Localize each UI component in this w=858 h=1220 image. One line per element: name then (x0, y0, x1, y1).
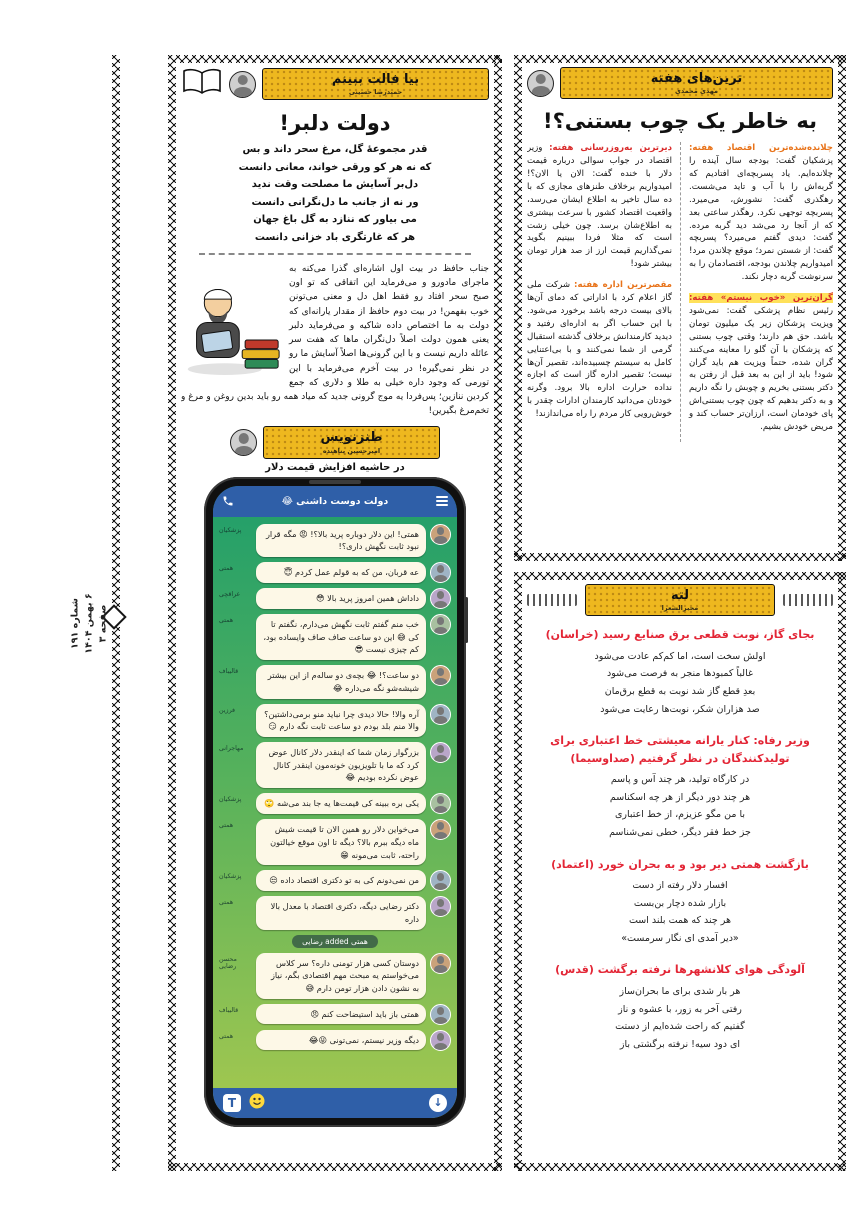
tanz-banner (263, 426, 440, 458)
avatar (430, 742, 451, 763)
sender-name: مهاجرانی (219, 744, 244, 752)
chat-bubble: عه قربان، من که به قولم عمل کردم 😇 (256, 562, 426, 583)
poem-line: قدر مجموعهٔ گل، مرغ سحر داند و بس (242, 144, 428, 155)
chat-message (219, 524, 451, 557)
poem-item (527, 732, 833, 841)
chat-message (219, 870, 451, 891)
chat-bubble: خب منم گفتم ثابت نگهش می‌دارم، نگفتم تا کی 😅 این دو ساعت صاف صاف وایساده بود، کم چیزی نیست 😎 (256, 614, 426, 660)
chat-message (219, 704, 451, 737)
chat-message (219, 953, 451, 999)
page-number: صفحه ۳ (97, 604, 109, 643)
fal-banner (262, 68, 489, 100)
chat-message (219, 562, 451, 583)
tanz-header (230, 426, 440, 458)
chat-message (219, 1030, 451, 1051)
sender-name: عراقچی (219, 591, 241, 599)
avatar (430, 1004, 451, 1025)
section-body: شرکت ملی گاز اعلام کرد با اداراتی که دمای آن‌ها بالای بیست درجه باشد برخورد می‌شود. با این حساب اگر به اداره‌ای رفتید و دیدید کارمندانش برخلاف گذشته استقبال گرمی از شما نمی‌کنند و با بی‌اعتنایی کامل به سیستم چسبیده‌اند، تقصیر آن‌ها نیست؛ تقصیر اداره گاز است که اجازه نداده حرارت اداره بالا برود. وگرنه خودتان می‌دانید کارمندان ادارات چقدر با خوش‌رویی کار مردم را راه می‌اندازند! (527, 280, 672, 420)
poem-line: دل‌بر آسایش ما مصلحت وقت ندید (251, 179, 419, 190)
sender-name: قالیباف (219, 668, 239, 676)
chat-message (219, 1004, 451, 1025)
fal-banner-author: حمیدرضا حسینی (348, 88, 403, 97)
article-body-text: جناب حافظ در بیت اول اشاره‌ای گذرا می‌کنه به ماجرای مادورو و می‌فرماید این اتفاقی که تو اون صبح سحر افتاد رو فقط اهل دل و معنی می‌تونن خوب بفهمن! در بیت دوم حافظ از مقدار یارانه‌ای که دولت به ما اختصاص داده شاکیه و می‌فرماید دلبر یعنی همون دولت اصلاً دل‌نگران ماها که هفت سر عائله داریم نیست و با این گرونی‌ها اصلاً آسایش ما رو در نظر نمی‌گیره! در بیت آخرم می‌فرماید با این تورمی که وجود داره خیلی به طلا و دلاری که جمع کردین ننازین؛ پس‌فردا یه موج گرونی جدید که میاد همه رو باید بدین روغن و مرغ و تخم‌مرغ بگیرین! (181, 264, 489, 417)
chat-bubble: دکتر رضایی دیگه، دکتری اقتصاد با معدل بالا داره (256, 896, 426, 929)
sender-name: همتی (219, 565, 234, 573)
avatar (430, 524, 451, 545)
sender-name: فرزین (219, 706, 236, 714)
latte-banner-title: لته (670, 588, 690, 603)
tarin-body (527, 142, 833, 442)
phone-screen (213, 486, 457, 1118)
chat-bubble: داداش همین امروز پرید بالا 😳 (256, 588, 426, 609)
poem-line: جز خط فقر دیگر، خطی نمی‌شناسم (609, 826, 751, 838)
poem-line: غالباً کمبودها منجر به فرصت می‌شود (607, 668, 753, 680)
avatar (430, 588, 451, 609)
tarin-header (527, 67, 833, 99)
poem-line: اولش سخت است، اما کم‌کم عادت می‌شود (594, 650, 766, 662)
chat-message (219, 793, 451, 814)
poem-line: در کارگاه تولید، هر چند آس و پاسم (610, 774, 750, 786)
section-body: رئیس نظام پزشکی گفت: نمی‌شود ویزیت پزشکان زیر یک میلیون تومان باشد. حق هم دارند؛ وقتی چوب بستنی که پزشکان با آن گلو را معاینه می‌کنند گران شده، حتماً ویزیت هم باید گران شود! باید از این به بعد قبل از رفتن به دکتر بستنی بخریم و چوبش را نگه داریم و به دکتر بدهیم که چون چوب بستنی‌اش پای خودمان است، ارزان‌تر حساب کند و مریض خودش بشیم. (689, 305, 833, 432)
poem-line: که نه هر کو ورقی خواند، معانی دانست (238, 161, 432, 173)
poem-item (527, 961, 833, 1053)
sender-name: پزشکیان (219, 526, 242, 534)
avatar (430, 665, 451, 686)
columnist-photo (229, 71, 256, 98)
chat-bubble: همتی باز باید استیضاحت کنم 😠 (256, 1004, 426, 1025)
poem-line: ای دود سیه! نرفته برگشتی باز (619, 1038, 741, 1050)
poem-headline: آلودگی هوای کلانشهرها نرفته برگشت (قدس) (555, 963, 805, 977)
chat-bubble: دیگه وزیر نیستم، نمی‌تونی 😜😂 (256, 1030, 426, 1051)
telegram-icon: T (223, 1094, 241, 1112)
tarin-subcolumn-right (680, 142, 833, 442)
ornament-right (527, 594, 577, 606)
section-lead: دیرترین به‌روزرسانی هفته: (549, 143, 672, 154)
chat-bubble: همتی! این دلار دوباره پرید بالا؟! 😡 مگه قرار نبود ثابت نگهش داری؟! (256, 524, 426, 557)
tanz-banner-title: طنزنویس (320, 430, 383, 446)
poem-line: گفتیم که راحت شده‌ایم از دستت (615, 1021, 745, 1033)
poem-line: بازار شده دچار بن‌بست (633, 897, 727, 909)
latte-banner-author: محبرالشعرا (661, 604, 699, 613)
poem-line: بعدِ قطع گاز شد نوبت به قطع برق‌مان (604, 685, 756, 697)
chat-bubble: می‌خواین دلار رو همین الان تا قیمت شیش ماه دیگه ببرم بالا؟ دیگه تا اون موقع خیالتون راحته، ثابت می‌مونه 😁 (256, 819, 426, 865)
tarin-banner (560, 67, 833, 99)
section-lead: گران‌ترین «خوب نیستم» هفته: (689, 293, 833, 304)
fal-banner-title: بیا فالت ببینم (331, 71, 420, 87)
article-title: دولت دلبر! (279, 111, 391, 135)
phone-speaker (309, 480, 361, 484)
issue-number: شماره ۱۹۱ (69, 597, 81, 650)
columnist-photo (527, 70, 554, 97)
article-body (181, 262, 489, 418)
avatar (430, 793, 451, 814)
phone-mockup (204, 477, 466, 1127)
chat-bubble: دو ساعت؟! 😂 بچه‌ی دو ساله‌م از این بیشتر شیشه‌شو نگه می‌داره 😂 (256, 665, 426, 698)
poem-line: هر بار شدی برای ما بحران‌ساز (619, 985, 741, 997)
poem-line: افسار دلار رفته از دست (632, 880, 728, 892)
tarin-section (689, 142, 833, 284)
sender-name: همتی (219, 617, 234, 625)
poem-line: رفتی آخر به زور، با عشوه و ناز (618, 1003, 742, 1015)
avatar (430, 819, 451, 840)
fal-column (168, 55, 502, 1171)
latte-header (527, 584, 833, 616)
sender-name: پزشکیان (219, 796, 242, 804)
chat-title: دولت دوست داشنی 😂 (281, 495, 389, 507)
chat-message (219, 896, 451, 929)
tanz-subtitle: در حاشیه افزایش قیمت دلار (265, 461, 405, 473)
sender-name: همتی (219, 1032, 234, 1040)
tarin-section (689, 292, 833, 434)
poem-line: هر که غارتگری باد خزانی دانست (254, 231, 416, 243)
menu-icon (436, 494, 448, 508)
chat-bubble: دوستان کسی هزار تومنی داره؟ سر کلاس می‌خواستم یه مبحث مهم اقتصادی بگم، نیاز به نشون دادن هزار تومن دارم 😅 (256, 953, 426, 999)
columnist-photo (230, 429, 257, 456)
section-lead: مقصرترین اداره هفته: (574, 280, 672, 291)
tarin-banner-author: مهدی محمدی (674, 87, 719, 96)
poem-line: می بیاور که ننازد به گل باغ جهان (253, 214, 417, 225)
chat-bubble: بزرگوار زمان شما که اینقدر دلار کانال عوض کرد که ما با تلویزیون خونه‌مون اینقدر کانال عوض نکرده بودیم 😂 (256, 742, 426, 788)
system-message: همتی added رضایی (292, 935, 378, 948)
sender-name: همتی (219, 822, 234, 830)
tarin-subcolumn-left (527, 142, 680, 442)
poem-headline: بجای گاز، نوبت قطعی برق صنایع رسید (خراسان) (545, 628, 815, 642)
page-date: ۶ بهمن ۱۴۰۴ (83, 593, 95, 654)
fal-header (181, 67, 489, 101)
ornament-left (783, 594, 833, 606)
chat-bubble: من نمی‌دونم کی به تو دکتری اقتصاد داده 😒 (256, 870, 426, 891)
tanz-banner-author: امیرحسین پناهنده (322, 446, 381, 455)
poem-line: «دیر آمدی ای نگار سرمست» (621, 932, 739, 944)
chat-footer (213, 1088, 457, 1118)
latte-column (514, 572, 846, 1171)
sender-name: همتی (219, 899, 234, 907)
chat-bubble: یکی بره ببینه کی قیمت‌ها یه جا بند می‌شه 🙄 (256, 793, 426, 814)
poem-line: ور نه از جانب ما دل‌نگرانی دانست (251, 196, 419, 208)
avatar (430, 953, 451, 974)
chat-body (213, 517, 457, 1088)
sender-name: پزشکیان (219, 873, 242, 881)
avatar (430, 1030, 451, 1051)
avatar (430, 896, 451, 917)
avatar (430, 614, 451, 635)
download-icon: ↓ (429, 1094, 447, 1112)
cartoon-illustration (181, 266, 283, 378)
tarin-banner-title: ترین‌های هفته (650, 71, 743, 86)
chat-bubble: آره والا! حالا دیدی چرا نباید منو برمی‌داشتین؟ والا منم بلد بودم دو ساعت ثابت نگه دارم 😏 (256, 704, 426, 737)
phone-call-icon (222, 492, 234, 511)
tarin-column (514, 55, 846, 561)
chat-message (219, 665, 451, 698)
avatar (430, 704, 451, 725)
tarin-section (527, 142, 672, 271)
poem-line: صد هزاران شکر، نوبت‌ها رعایت می‌شود (600, 703, 760, 715)
poem-line: هر چند که همت بلند است (628, 915, 732, 927)
main-headline: به خاطر یک چوب بستنی؟! (543, 109, 817, 134)
sender-name: قالیباف (219, 1006, 239, 1014)
avatar (430, 562, 451, 583)
chat-message (219, 742, 451, 788)
open-book-icon (181, 67, 223, 101)
poem-line: با من مگو عزیزم، از خط اعتباری (614, 809, 746, 821)
chat-message (219, 588, 451, 609)
chat-message (219, 614, 451, 660)
hafez-poem (181, 141, 489, 246)
section-lead: چلانده‌شده‌ترین اقتصاد هفته: (689, 143, 833, 154)
chat-message (219, 819, 451, 865)
poem-headline: وزیر رفاه: کنار یارانه معیشتی خط اعتباری برای تولیدکنندگان در نظر گرفتیم (صداوسیما) (550, 734, 810, 765)
smiley-icon (249, 1093, 265, 1113)
poem-headline: بازگشت همتی دیر بود و به بحران خورد (اعتماد) (551, 857, 809, 871)
poem-item (527, 626, 833, 718)
latte-banner (585, 584, 775, 616)
sender-name: محسن رضایی (219, 955, 237, 970)
tarin-section (527, 279, 672, 421)
poem-item (527, 856, 833, 948)
chat-header (213, 486, 457, 517)
avatar (430, 870, 451, 891)
section-divider (199, 253, 471, 255)
section-body: وزیر اقتصاد در جواب سوالی درباره قیمت دلار با خنده گفت: الان یا الان؟! امیدواریم برخلاف طنزهای مجازی که با ده سال تاخیر به اطلاع ایشان می‌رسد، واقعیت اقتصاد کشور با سرعت بیشتری به اطلاع‌شان برسد. چون خیلی زشت است که مثلا فردا ببینیم بگوید نمی‌گذاریم قیمت ارز از صد هزار تومان بیشتر شود! (527, 143, 672, 270)
poem-line: هر چند دور دیگر از هر چه اسکناسم (609, 791, 751, 803)
section-body: پزشکیان گفت: بودجه سال آینده را چلانده‌ایم. یاد پسربچه‌ای افتادیم که گربه‌اش را با آب و تاید می‌شست. رهگذری گفت: نشورش، می‌میرد. پسربچه توجهی نکرد. رهگذر ساعتی بعد که از آنجا رد می‌شد دید گربه مرده. گفت: دیدی گفتم می‌میرد؟ پسربچه گفت: از شستن نمرد؛ موقع چلاندن مرد! امیدواریم چلاندن بودجه، اقتصادمان را به سرنوشت گربه دچار نکند. (689, 156, 833, 283)
